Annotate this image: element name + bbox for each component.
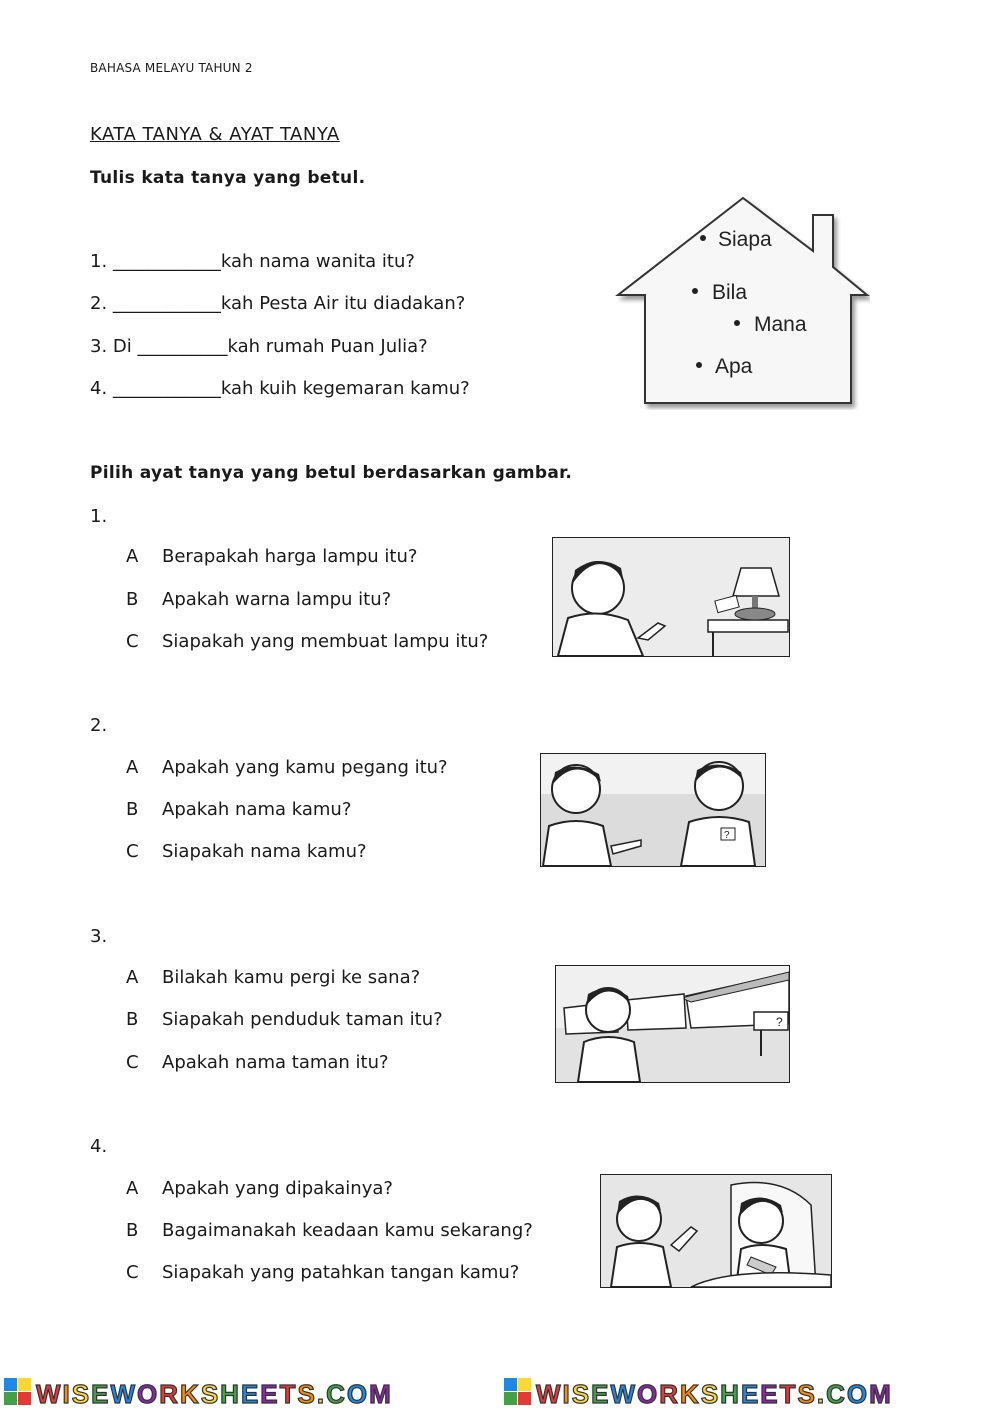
brand-logo-right bbox=[504, 1378, 893, 1409]
brand-logo-left bbox=[4, 1378, 393, 1409]
question-suffix: kah nama wanita itu? bbox=[220, 251, 415, 272]
option-C[interactable] bbox=[126, 841, 367, 862]
option-C[interactable] bbox=[126, 1262, 519, 1283]
question-suffix: kah kuih kegemaran kamu? bbox=[220, 378, 470, 399]
word-bank-item: Siapa bbox=[718, 228, 772, 251]
picture-boy-lamp bbox=[552, 537, 790, 657]
question-suffix: kah rumah Puan Julia? bbox=[227, 336, 428, 357]
option-text: Apakah nama taman itu? bbox=[162, 1052, 389, 1073]
picture-boy-hospital bbox=[600, 1174, 832, 1288]
option-B[interactable] bbox=[126, 1009, 443, 1030]
section2-instruction: Pilih ayat tanya yang betul berdasarkan gambar. bbox=[90, 463, 573, 483]
option-text: Bagaimanakah keadaan kamu sekarang? bbox=[162, 1220, 533, 1241]
page-header: BAHASA MELAYU TAHUN 2 bbox=[90, 61, 253, 75]
option-C[interactable] bbox=[126, 1052, 389, 1073]
option-text: Apakah nama kamu? bbox=[162, 799, 352, 820]
footer-brand-strip bbox=[0, 1372, 1000, 1412]
option-letter: A bbox=[126, 1178, 139, 1199]
option-letter: A bbox=[126, 967, 139, 988]
brand-text: WISEWORKSHEETS.COM bbox=[36, 1379, 393, 1409]
boy-hospital-illustration-icon bbox=[601, 1175, 831, 1287]
house-outline-icon bbox=[615, 195, 870, 410]
option-text: Siapakah yang membuat lampu itu? bbox=[162, 631, 489, 652]
option-A[interactable] bbox=[126, 1178, 393, 1199]
fill-question-2 bbox=[90, 293, 465, 314]
option-letter: A bbox=[126, 546, 139, 567]
mc-question-number: 2. bbox=[90, 715, 108, 736]
option-B[interactable] bbox=[126, 799, 351, 820]
picture-boy-houses bbox=[555, 965, 790, 1083]
fill-question-1 bbox=[90, 251, 415, 272]
question-number: 3. bbox=[90, 336, 108, 357]
answer-blank[interactable]: ____________ bbox=[112, 251, 221, 272]
question-prefix: Di bbox=[112, 336, 138, 357]
option-text: Apakah yang kamu pegang itu? bbox=[162, 757, 448, 778]
option-letter: B bbox=[126, 589, 139, 610]
option-text: Siapakah yang patahkan tangan kamu? bbox=[162, 1262, 520, 1283]
option-text: Bilakah kamu pergi ke sana? bbox=[162, 967, 421, 988]
fill-question-4 bbox=[90, 378, 470, 399]
option-letter: B bbox=[126, 799, 139, 820]
question-number: 4. bbox=[90, 378, 108, 399]
option-text: Berapakah harga lampu itu? bbox=[162, 546, 418, 567]
option-A[interactable] bbox=[126, 967, 420, 988]
mc-question-number: 3. bbox=[90, 926, 108, 947]
option-letter: C bbox=[126, 841, 139, 862]
option-text: Siapakah nama kamu? bbox=[162, 841, 367, 862]
answer-blank[interactable]: ____________ bbox=[112, 293, 221, 314]
boy-lamp-illustration-icon bbox=[553, 538, 789, 656]
picture-sign-text: ? bbox=[724, 830, 730, 841]
answer-blank[interactable]: __________ bbox=[137, 336, 228, 357]
word-bank-item: Mana bbox=[754, 313, 807, 336]
worksheet-title: KATA TANYA & AYAT TANYA bbox=[90, 124, 340, 145]
question-number: 1. bbox=[90, 251, 108, 272]
question-number: 2. bbox=[90, 293, 108, 314]
word-bank-item: Bila bbox=[712, 281, 748, 304]
option-letter: C bbox=[126, 1262, 139, 1283]
picture-two-boys bbox=[540, 753, 766, 867]
option-letter: B bbox=[126, 1220, 139, 1241]
answer-blank[interactable]: ____________ bbox=[112, 378, 221, 399]
option-B[interactable] bbox=[126, 589, 391, 610]
option-letter: B bbox=[126, 1009, 139, 1030]
option-text: Apakah yang dipakainya? bbox=[162, 1178, 393, 1199]
two-boys-illustration-icon bbox=[541, 754, 765, 866]
word-bank-house bbox=[615, 195, 870, 410]
option-A[interactable] bbox=[126, 757, 448, 778]
option-letter: C bbox=[126, 631, 139, 652]
boy-houses-illustration-icon bbox=[556, 966, 789, 1082]
option-letter: A bbox=[126, 757, 139, 778]
question-suffix: kah Pesta Air itu diadakan? bbox=[220, 293, 466, 314]
section1-instruction: Tulis kata tanya yang betul. bbox=[90, 168, 366, 188]
mc-question-number: 1. bbox=[90, 506, 108, 527]
option-B[interactable] bbox=[126, 1220, 533, 1241]
fill-question-3 bbox=[90, 336, 428, 357]
option-A[interactable] bbox=[126, 546, 417, 567]
option-letter: C bbox=[126, 1052, 139, 1073]
word-bank-item: Apa bbox=[715, 355, 753, 378]
option-C[interactable] bbox=[126, 631, 488, 652]
brand-text: WISEWORKSHEETS.COM bbox=[536, 1379, 893, 1409]
option-text: Siapakah penduduk taman itu? bbox=[162, 1009, 443, 1030]
mc-question-number: 4. bbox=[90, 1136, 108, 1157]
picture-sign-text: ? bbox=[776, 1015, 783, 1029]
option-text: Apakah warna lampu itu? bbox=[162, 589, 392, 610]
wiseworksheets-logo-icon bbox=[0, 1372, 1000, 1412]
